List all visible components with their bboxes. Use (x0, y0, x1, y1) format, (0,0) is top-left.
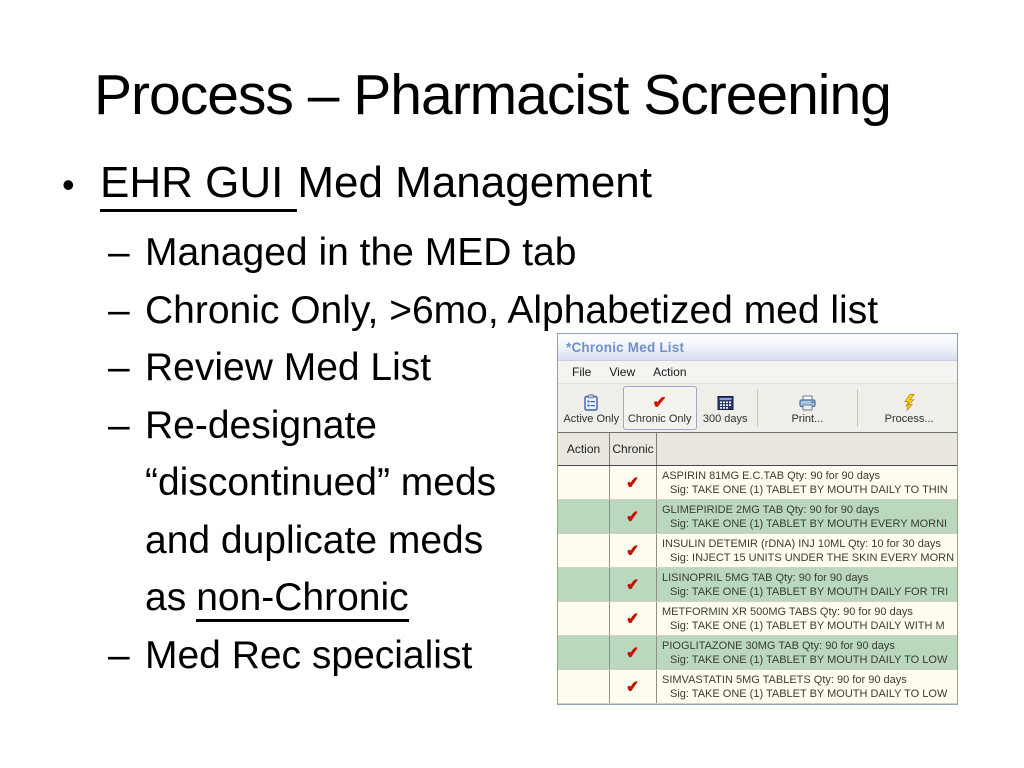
action-cell[interactable] (558, 636, 610, 669)
bullet-rest-text: Med Management (297, 158, 653, 207)
menu-file[interactable]: File (572, 364, 592, 379)
chronic-check-icon: ✔ (625, 542, 641, 560)
column-header-action[interactable]: Action (558, 433, 610, 465)
printer-icon (798, 392, 817, 411)
column-header-chronic[interactable]: Chronic (610, 433, 657, 465)
med-text-cell (657, 670, 957, 703)
table-header (558, 433, 957, 466)
action-cell[interactable] (558, 568, 610, 601)
action-cell[interactable] (558, 534, 610, 567)
sub-bullet-text: Managed in the MED tab (145, 231, 577, 274)
med-name: INSULIN DETEMIR (rDNA) INJ 10ML Qty: 10 for 30 days (662, 538, 941, 550)
dash-marker: – (108, 403, 130, 447)
window-title: *Chronic Med List (566, 339, 685, 355)
med-text-cell (657, 500, 957, 533)
chronic-cell[interactable] (610, 670, 657, 703)
med-sig: Sig: TAKE ONE (1) TABLET BY MOUTH DAILY FOR TRI (670, 586, 949, 598)
table-row-aspirin[interactable] (558, 466, 957, 500)
med-text-cell (657, 602, 957, 635)
sub-bullet-text: “discontinued” meds (145, 461, 497, 504)
chronic-only-button[interactable] (623, 386, 697, 430)
chronic-check-icon: ✔ (625, 644, 641, 662)
med-sig: Sig: TAKE ONE (1) TABLET BY MOUTH DAILY WITH M (670, 620, 945, 632)
table-row-simvastatin[interactable] (558, 670, 957, 704)
med-text-cell (657, 568, 957, 601)
sub-bullet-text: Med Rec specialist (145, 633, 473, 677)
process-button[interactable] (861, 386, 957, 430)
bullet-marker: • (62, 164, 75, 205)
toolbar-button-label: Print... (791, 412, 824, 425)
page-title: Process – Pharmacist Screening (94, 63, 891, 127)
bullet-ehr-gui (62, 158, 652, 208)
menu-bar (558, 361, 957, 384)
table-row-insulin[interactable] (558, 534, 957, 568)
dash-marker: – (108, 633, 130, 677)
chronic-check-icon: ✔ (625, 508, 641, 526)
chronic-cell[interactable] (610, 568, 657, 601)
action-cell[interactable] (558, 466, 610, 499)
med-text-cell (657, 466, 957, 499)
table-row-lisinopril[interactable] (558, 568, 957, 602)
med-list (558, 466, 957, 704)
table-row-pioglitazone[interactable] (558, 636, 957, 670)
toolbar-button-label: 300 days (702, 412, 748, 425)
menu-view[interactable]: View (609, 364, 636, 379)
table-row-glimepiride[interactable] (558, 500, 957, 534)
chronic-cell[interactable] (610, 636, 657, 669)
toolbar-button-label: Process... (884, 412, 934, 425)
toolbar-separator (857, 389, 858, 427)
toolbar-separator (757, 389, 758, 427)
med-sig: Sig: TAKE ONE (1) TABLET BY MOUTH DAILY TO THIN (670, 484, 948, 496)
red-check-icon: ✔ (652, 392, 667, 412)
menu-action[interactable]: Action (653, 364, 687, 379)
sub-bullet-text: and duplicate meds (145, 518, 484, 562)
action-cell[interactable] (558, 500, 610, 533)
med-name: PIOGLITAZONE 30MG TAB Qty: 90 for 90 days (662, 640, 895, 652)
column-header-medication[interactable] (657, 433, 957, 465)
action-cell[interactable] (558, 602, 610, 635)
sub-bullet-managed (108, 224, 878, 282)
med-name: GLIMEPIRIDE 2MG TAB Qty: 90 for 90 days (662, 504, 880, 516)
med-sig: Sig: TAKE ONE (1) TABLET BY MOUTH EVERY MORNI (670, 518, 948, 530)
toolbar (558, 384, 957, 433)
dash-marker (108, 512, 145, 570)
sub-bullet-text: Review Med List (145, 346, 432, 389)
chronic-check-icon: ✔ (625, 678, 641, 696)
dash-marker (108, 569, 145, 627)
bullet-underlined-text: EHR GUI (100, 158, 297, 212)
med-name: SIMVASTATIN 5MG TABLETS Qty: 90 for 90 days (662, 674, 907, 686)
sub-bullet-underlined-text: non-Chronic (196, 576, 408, 622)
chronic-check-icon: ✔ (625, 474, 641, 492)
dash-marker: – (108, 288, 130, 332)
lightning-icon (903, 392, 916, 411)
sub-bullet-text: Chronic Only, >6mo, Alphabetized med list (145, 288, 879, 332)
chronic-cell[interactable] (610, 534, 657, 567)
chronic-med-list-window (557, 333, 958, 705)
sub-bullet-text: as (145, 576, 187, 619)
med-text-cell (657, 534, 957, 567)
dash-marker: – (108, 346, 130, 389)
med-sig: Sig: TAKE ONE (1) TABLET BY MOUTH DAILY TO LOW (670, 688, 948, 700)
active-only-button[interactable] (560, 386, 623, 430)
toolbar-button-label: Active Only (563, 412, 620, 425)
med-text-cell (657, 636, 957, 669)
chronic-check-icon: ✔ (625, 576, 641, 594)
table-row-metformin[interactable] (558, 602, 957, 636)
med-name: LISINOPRIL 5MG TAB Qty: 90 for 90 days (662, 572, 869, 584)
med-name: METFORMIN XR 500MG TABS Qty: 90 for 90 days (662, 606, 913, 618)
calendar-icon (717, 392, 734, 411)
sub-bullet-chronic-only (108, 282, 878, 340)
toolbar-button-label: Chronic Only (627, 412, 692, 425)
sub-bullet-text: Re-designate (145, 403, 377, 447)
days-filter-button[interactable] (697, 386, 754, 430)
med-sig: Sig: INJECT 15 UNITS UNDER THE SKIN EVERY MORN (670, 552, 955, 564)
print-button[interactable] (760, 386, 854, 430)
dash-marker (108, 454, 145, 512)
dash-marker: – (108, 231, 130, 274)
chronic-cell[interactable] (610, 500, 657, 533)
clipboard-icon (583, 392, 599, 411)
chronic-cell[interactable] (610, 602, 657, 635)
action-cell[interactable] (558, 670, 610, 703)
med-sig: Sig: TAKE ONE (1) TABLET BY MOUTH DAILY TO LOW (670, 654, 948, 666)
chronic-check-icon: ✔ (625, 610, 641, 628)
window-titlebar[interactable] (558, 334, 957, 361)
chronic-cell[interactable] (610, 466, 657, 499)
med-name: ASPIRIN 81MG E.C.TAB Qty: 90 for 90 days (662, 470, 881, 482)
